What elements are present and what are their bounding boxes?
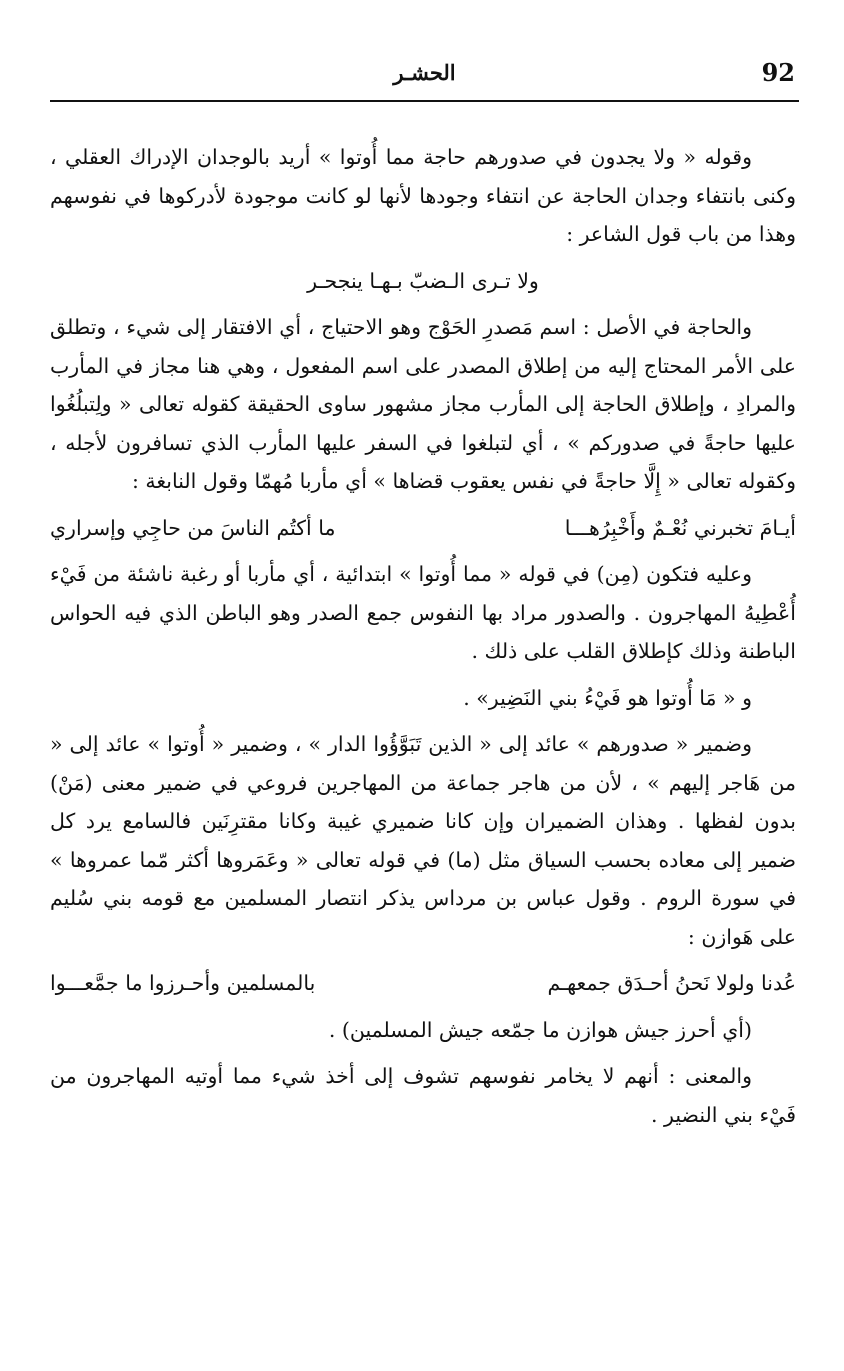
paragraph-6: (أي أحرز جيش هوازن ما جمّعه جيش المسلمين) . bbox=[328, 1017, 752, 1042]
verse-couplet-2-first-hemistich: عُدنا ولولا نَحنُ أحـدَق جمعهـم bbox=[547, 971, 796, 995]
paragraph-2: والحاجة في الأصل : اسم مَصدرِ الحَوْج وهو الاحتياج ، أي الافتقار إلى شيء ، وتطلق على الأمر المحتاج إليه من إطلاق المصدر على اسم المفعول ، وهي هنا مجاز في المأرب والمرادِ ، وإطلاق الحاجة إلى المأرب مجاز مشهور ساوى الحقيقة كقوله تعالى « ولِتبلُغُوا عليها حاجةً في صدوركم » ، أي لتبلغوا في السفر عليها المأرب الذي تسافرون لأجله ، وكقوله تعالى « إِلَّا حاجةً في نفس يعقوب قضاها » أي مأربا مُهمّا وقول النابغة : bbox=[50, 315, 796, 493]
verse-couplet-2 bbox=[50, 964, 796, 1003]
page-body bbox=[50, 138, 796, 1142]
paragraph-4: و « مَا أُوتوا هو فَيْءُ بني النَضِير» . bbox=[463, 685, 752, 710]
running-title: الحشـر bbox=[393, 60, 456, 85]
paragraph-7: والمعنى : أنهم لا يخامر نفوسهم تشوف إلى أخذ شيء مما أوتيه المهاجرون من فَيْء بني النضير . bbox=[50, 1064, 796, 1127]
header-rule bbox=[50, 100, 799, 102]
verse-couplet-1-first-hemistich: أيـامَ تخبرني نُعْـمٌ وأَخْبِرُهـــا bbox=[564, 515, 796, 540]
paragraph-3: وعليه فتكون (مِن) في قوله « مما أُوتوا » ابتدائية ، أي مأربا أو رغبة ناشئة من فَيْء أُعْطِيهُ المهاجرون . والصدور مراد بها النفوس جمع الصدر وهو الباطن الذي فيه الحواس الباطنة وذلك كإطلاق القلب على ذلك . bbox=[50, 562, 796, 663]
paragraph-5: وضمير « صدورهم » عائد إلى « الذين تَبَوَّؤُوا الدار » ، وضمير « أُوتوا » عائد إلى « من هَاجر إليهم » ، لأن من هاجر جماعة من المهاجرين فروعي في ضمير معنى (مَنْ) بدون لفظها . وهذان الضميران وإن كانا ضميري غيبة وكانا مقترِنَين فالسامع يرد كل ضمير إلى معاده بحسب السياق مثل (ما) في قوله تعالى « وعَمَروها أكثر مّما عمروها » في سورة الروم . وقول عباس بن مرداس يذكر انتصار المسلمين مع قومه بني سُليم على هَوازن : bbox=[50, 732, 796, 949]
verse-couplet-1 bbox=[50, 509, 796, 548]
paragraph-1: وقوله « ولا يجدون في صدورهم حاجة مما أُوتوا » أريد بالوجدان الإدراك العقلي ، وكنى بانتفاء وجدان الحاجة عن انتفاء وجودها لأنها لو كانت موجودة لأدركوها في نفوسهم وهذا من باب قول الشاعر : bbox=[50, 145, 796, 246]
page-header bbox=[50, 52, 799, 98]
page-number: 92 bbox=[761, 58, 795, 87]
verse-couplet-1-second-hemistich: ما أكتُم الناسَ من حاجِي وإسراري bbox=[50, 515, 336, 540]
verse-couplet-2-second-hemistich: بالمسلمين وأحـرزوا ما جمَّعـــوا bbox=[50, 971, 316, 995]
verse-line-1: ولا تـرى الـضبّ بـهـا ينجحـر bbox=[307, 268, 539, 293]
